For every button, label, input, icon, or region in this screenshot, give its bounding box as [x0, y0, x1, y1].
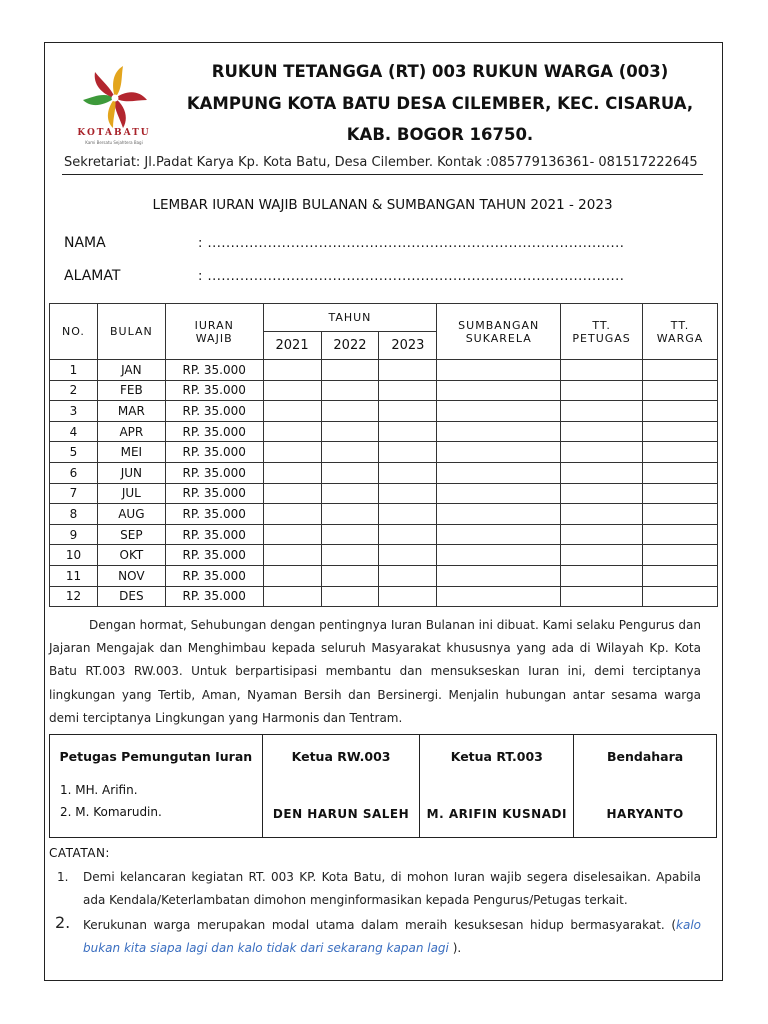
sekretariat-line: Sekretariat: Jl.Padat Karya Kp. Kota Batu, Desa Cilember. Kontak :085779136361- 081517222645 — [64, 155, 698, 170]
row-2022-cell[interactable] — [321, 504, 379, 525]
row-iuran: RP. 35.000 — [165, 442, 263, 463]
header-tt-petugas: TT. PETUGAS — [561, 304, 643, 360]
row-iuran: RP. 35.000 — [165, 401, 263, 422]
note-2 — [49, 914, 701, 959]
table-row — [50, 586, 718, 607]
table-row — [50, 524, 718, 545]
row-2023-cell[interactable] — [379, 401, 437, 422]
row-sumbangan-cell[interactable] — [437, 524, 561, 545]
petugas-item: 1. MH. Arifin. — [60, 783, 138, 797]
row-tt-warga-cell[interactable] — [643, 442, 718, 463]
rt-signature-cell[interactable] — [420, 735, 574, 838]
header-tt-warga: TT. WARGA — [643, 304, 718, 360]
catatan-label: CATATAN: — [49, 846, 110, 860]
row-iuran: RP. 35.000 — [165, 380, 263, 401]
row-tt-petugas-cell[interactable] — [561, 421, 643, 442]
petugas-title: Petugas Pemungutan Iuran — [59, 749, 253, 764]
row-number: 2 — [50, 380, 98, 401]
row-sumbangan-cell[interactable] — [437, 565, 561, 586]
header-no: NO. — [50, 304, 98, 360]
row-2022-cell[interactable] — [321, 586, 379, 607]
row-sumbangan-cell[interactable] — [437, 483, 561, 504]
row-2022-cell[interactable] — [321, 565, 379, 586]
table-row — [50, 565, 718, 586]
row-2022-cell[interactable] — [321, 401, 379, 422]
note-1 — [49, 866, 701, 911]
row-tt-warga-cell[interactable] — [643, 401, 718, 422]
rt-name: M. ARIFIN KUSNADI — [426, 807, 567, 821]
row-2023-cell[interactable] — [379, 462, 437, 483]
row-tt-petugas-cell[interactable] — [561, 504, 643, 525]
note-2-number: 2. — [55, 913, 71, 932]
row-iuran: RP. 35.000 — [165, 483, 263, 504]
row-sumbangan-cell[interactable] — [437, 380, 561, 401]
petugas-cell — [50, 735, 263, 838]
row-bulan: JUL — [97, 483, 165, 504]
row-iuran: RP. 35.000 — [165, 421, 263, 442]
row-tt-petugas-cell[interactable] — [561, 462, 643, 483]
row-2023-cell[interactable] — [379, 504, 437, 525]
row-bulan: NOV — [97, 565, 165, 586]
row-number: 12 — [50, 586, 98, 607]
row-sumbangan-cell[interactable] — [437, 360, 561, 381]
row-2023-cell[interactable] — [379, 524, 437, 545]
row-2021-cell[interactable] — [263, 380, 321, 401]
row-bulan: APR — [97, 421, 165, 442]
rt-title: Ketua RT.003 — [450, 749, 543, 764]
row-2021-cell[interactable] — [263, 524, 321, 545]
row-2021-cell[interactable] — [263, 401, 321, 422]
row-bulan: DES — [97, 586, 165, 607]
nama-label: NAMA — [64, 235, 106, 251]
row-bulan: FEB — [97, 380, 165, 401]
rw-name: DEN HARUN SALEH — [272, 807, 410, 821]
row-tt-petugas-cell[interactable] — [561, 380, 643, 401]
row-tt-warga-cell[interactable] — [643, 586, 718, 607]
row-2022-cell[interactable] — [321, 380, 379, 401]
header-line-2: KAMPUNG KOTA BATU DESA CILEMBER, KEC. CISARUA, — [186, 94, 694, 113]
row-2022-cell[interactable] — [321, 545, 379, 566]
row-number: 10 — [50, 545, 98, 566]
row-tt-petugas-cell[interactable] — [561, 524, 643, 545]
table-row — [50, 462, 718, 483]
petugas-item: 2. M. Komarudin. — [60, 805, 162, 819]
note-2-text: Kerukunan warga merupakan modal utama dalam meraih kesuksesan hidup bermasyarakat. (kalo bukan kita siapa lagi dan kalo tidak dari sekarang kapan lagi ). — [83, 918, 701, 955]
row-iuran: RP. 35.000 — [165, 504, 263, 525]
rw-title: Ketua RW.003 — [291, 749, 391, 764]
header-year: 2021 — [263, 332, 321, 360]
row-number: 9 — [50, 524, 98, 545]
row-2021-cell[interactable] — [263, 565, 321, 586]
note-1-number: 1. — [57, 870, 69, 884]
row-2023-cell[interactable] — [379, 380, 437, 401]
row-tt-warga-cell[interactable] — [643, 524, 718, 545]
row-bulan: JAN — [97, 360, 165, 381]
row-bulan: MAR — [97, 401, 165, 422]
row-tt-petugas-cell[interactable] — [561, 401, 643, 422]
row-2023-cell[interactable] — [379, 545, 437, 566]
row-2023-cell[interactable] — [379, 565, 437, 586]
row-2022-cell[interactable] — [321, 421, 379, 442]
logo-subtitle: Kami Bersatu Sejahtera Bagi — [85, 140, 143, 145]
table-row — [50, 421, 718, 442]
header-bulan: BULAN — [97, 304, 165, 360]
row-sumbangan-cell[interactable] — [437, 586, 561, 607]
row-number: 4 — [50, 421, 98, 442]
row-tt-warga-cell[interactable] — [643, 483, 718, 504]
row-bulan: OKT — [97, 545, 165, 566]
header-year: 2022 — [321, 332, 379, 360]
bendahara-title: Bendahara — [606, 749, 684, 764]
row-iuran: RP. 35.000 — [165, 524, 263, 545]
row-sumbangan-cell[interactable] — [437, 504, 561, 525]
row-number: 1 — [50, 360, 98, 381]
bendahara-name: HARYANTO — [606, 807, 684, 821]
table-row — [50, 442, 718, 463]
nama-field[interactable]: : .......................................................................................... — [198, 236, 625, 251]
table-row — [50, 483, 718, 504]
alamat-label: ALAMAT — [64, 268, 121, 284]
row-iuran: RP. 35.000 — [165, 462, 263, 483]
bendahara-signature-cell[interactable] — [574, 735, 717, 838]
row-2021-cell[interactable] — [263, 483, 321, 504]
row-number: 6 — [50, 462, 98, 483]
header-year: 2023 — [379, 332, 437, 360]
row-bulan: SEP — [97, 524, 165, 545]
row-2021-cell[interactable] — [263, 586, 321, 607]
row-tt-petugas-cell[interactable] — [561, 545, 643, 566]
row-tt-warga-cell[interactable] — [643, 380, 718, 401]
row-2021-cell[interactable] — [263, 504, 321, 525]
row-2023-cell[interactable] — [379, 442, 437, 463]
row-tt-warga-cell[interactable] — [643, 545, 718, 566]
row-tt-warga-cell[interactable] — [643, 565, 718, 586]
header-line-1: RUKUN TETANGGA (RT) 003 RUKUN WARGA (003) — [211, 62, 669, 81]
row-2023-cell[interactable] — [379, 360, 437, 381]
row-2021-cell[interactable] — [263, 360, 321, 381]
row-2021-cell[interactable] — [263, 462, 321, 483]
row-number: 8 — [50, 504, 98, 525]
row-tt-petugas-cell[interactable] — [561, 483, 643, 504]
header-sumbangan: SUMBANGAN SUKARELA — [437, 304, 561, 360]
row-number: 3 — [50, 401, 98, 422]
row-tt-warga-cell[interactable] — [643, 504, 718, 525]
row-2022-cell[interactable] — [321, 483, 379, 504]
table-row — [50, 504, 718, 525]
row-tt-petugas-cell[interactable] — [561, 565, 643, 586]
row-2021-cell[interactable] — [263, 442, 321, 463]
intro-paragraph: Dengan hormat, Sehubungan dengan pentingnya Iuran Bulanan ini dibuat. Kami selaku Pengurus dan Jajaran Mengajak dan Menghimbau kepada seluruh Masyarakat khususnya yang ada di Wilayah Kp. Kota Batu RT.003 RW.003. Untuk berpartisipasi membantu dan mensukseskan Iuran ini, demi terciptanya lingkungan yang Tertib, Aman, Nyaman Bersih dan Bersinergi. Menjalin hubungan antar sesama warga demi terciptanya Lingkungan yang Harmonis dan Tentram. — [49, 618, 701, 725]
rw-signature-cell[interactable] — [262, 735, 420, 838]
row-2022-cell[interactable] — [321, 442, 379, 463]
row-iuran: RP. 35.000 — [165, 586, 263, 607]
row-bulan: AUG — [97, 504, 165, 525]
row-2023-cell[interactable] — [379, 421, 437, 442]
row-tt-petugas-cell[interactable] — [561, 360, 643, 381]
row-sumbangan-cell[interactable] — [437, 545, 561, 566]
row-number: 7 — [50, 483, 98, 504]
table-row — [50, 545, 718, 566]
row-2022-cell[interactable] — [321, 360, 379, 381]
row-iuran: RP. 35.000 — [165, 545, 263, 566]
iuran-table — [49, 303, 718, 607]
row-2023-cell[interactable] — [379, 586, 437, 607]
row-sumbangan-cell[interactable] — [437, 401, 561, 422]
row-number: 5 — [50, 442, 98, 463]
row-bulan: JUN — [97, 462, 165, 483]
row-bulan: MEI — [97, 442, 165, 463]
header-line-3: KAB. BOGOR 16750. — [346, 125, 534, 144]
table-row — [50, 360, 718, 381]
header-iuran-wajib: IURAN WAJIB — [165, 304, 263, 360]
row-2021-cell[interactable] — [263, 421, 321, 442]
note-1-text: Demi kelancaran kegiatan RT. 003 KP. Kota Batu, di mohon Iuran wajib segera diselesaikan. Apabila ada Kendala/Keterlambatan dimohon menginformasikan kepada Pengurus/Petugas terkait. — [83, 870, 701, 907]
alamat-field[interactable]: : .......................................................................................... — [198, 269, 625, 284]
row-2023-cell[interactable] — [379, 483, 437, 504]
row-iuran: RP. 35.000 — [165, 565, 263, 586]
row-tt-warga-cell[interactable] — [643, 360, 718, 381]
row-sumbangan-cell[interactable] — [437, 442, 561, 463]
header-tahun: TAHUN — [263, 304, 437, 332]
row-tt-warga-cell[interactable] — [643, 421, 718, 442]
row-tt-warga-cell[interactable] — [643, 462, 718, 483]
signature-table — [49, 734, 717, 838]
row-sumbangan-cell[interactable] — [437, 421, 561, 442]
row-2021-cell[interactable] — [263, 545, 321, 566]
row-tt-petugas-cell[interactable] — [561, 586, 643, 607]
document-title: LEMBAR IURAN WAJIB BULANAN & SUMBANGAN TAHUN 2021 - 2023 — [152, 197, 613, 213]
row-2022-cell[interactable] — [321, 524, 379, 545]
table-row — [50, 401, 718, 422]
row-sumbangan-cell[interactable] — [437, 462, 561, 483]
row-number: 11 — [50, 565, 98, 586]
row-2022-cell[interactable] — [321, 462, 379, 483]
logo-text: KOTABATU — [77, 128, 151, 138]
header-divider — [62, 174, 703, 175]
row-iuran: RP. 35.000 — [165, 360, 263, 381]
row-tt-petugas-cell[interactable] — [561, 442, 643, 463]
table-row — [50, 380, 718, 401]
